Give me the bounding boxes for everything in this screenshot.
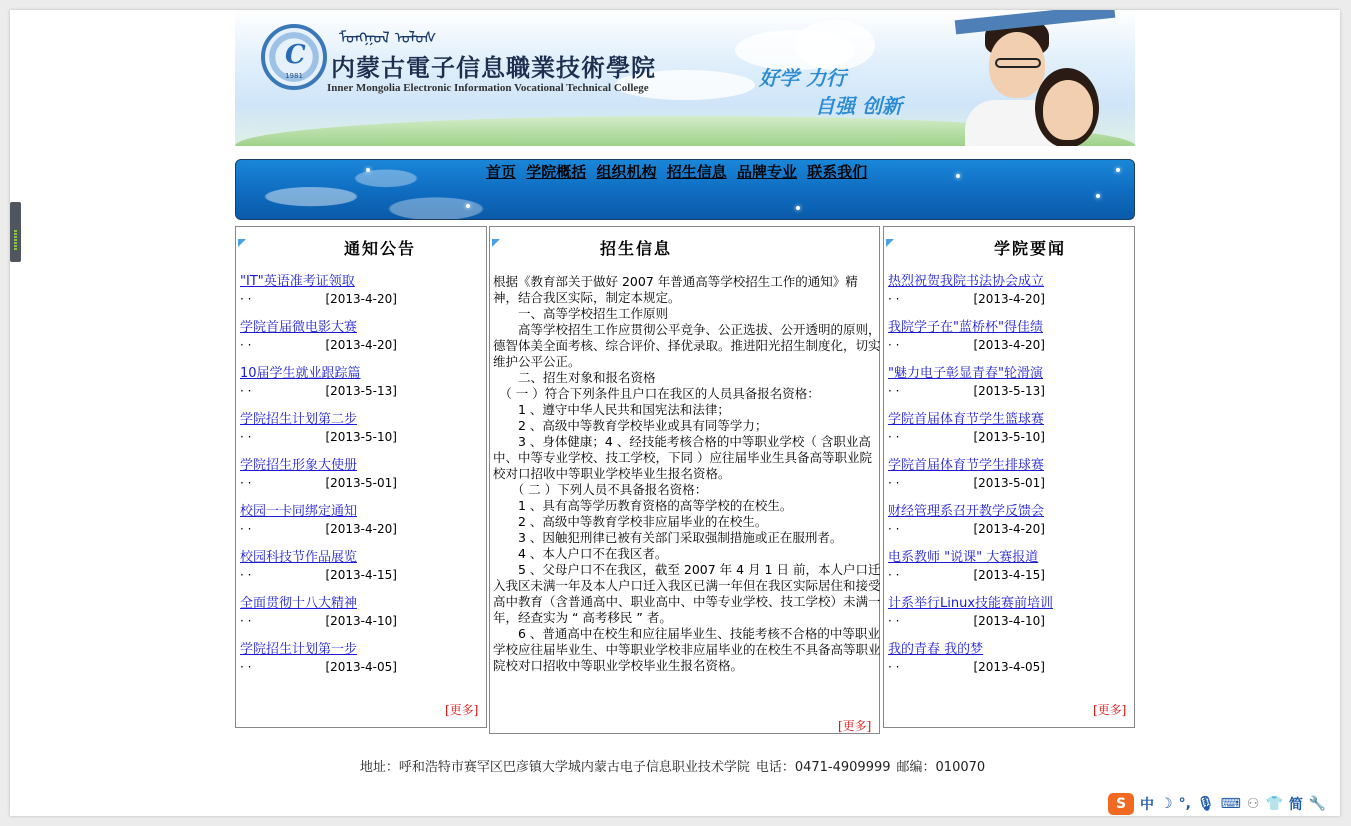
page-footer bbox=[0, 756, 1351, 775]
list-item bbox=[888, 411, 1045, 445]
list-item-link[interactable]: 热烈祝贺我院书法协会成立 bbox=[888, 274, 1045, 289]
list-item bbox=[240, 503, 397, 537]
list-item-link[interactable]: 10届学生就业跟踪篇 bbox=[240, 366, 361, 381]
list-item-link[interactable]: 学院首届微电影大赛 bbox=[240, 320, 358, 335]
list-item bbox=[888, 641, 1045, 675]
list-item-dots: · · bbox=[888, 568, 900, 582]
list-item bbox=[888, 549, 1045, 583]
list-item bbox=[240, 273, 397, 307]
list-item-meta bbox=[888, 613, 1053, 629]
microphone-icon[interactable]: 🎙 bbox=[1196, 796, 1215, 812]
list-item bbox=[240, 457, 397, 491]
footer-postcode: 邮编：010070 bbox=[896, 760, 986, 775]
list-item-dots: · · bbox=[888, 430, 900, 444]
list-item-meta bbox=[240, 383, 397, 399]
ime-mode-toggle[interactable]: 中 bbox=[1140, 797, 1154, 813]
list-item-link[interactable]: 电系教师 "说课" 大赛报道 bbox=[888, 550, 1039, 565]
list-item-meta bbox=[888, 337, 1045, 353]
list-item-meta bbox=[240, 613, 397, 629]
list-item-dots: · · bbox=[240, 384, 252, 398]
list-item bbox=[240, 595, 397, 629]
list-item-meta bbox=[240, 567, 397, 583]
list-item-meta bbox=[888, 567, 1045, 583]
list-item-dots: · · bbox=[240, 614, 252, 628]
list-item-date: [2013-5-10] bbox=[973, 430, 1045, 444]
list-item-link[interactable]: 计系举行Linux技能赛前培训 bbox=[888, 596, 1054, 611]
list-item-dots: · · bbox=[240, 292, 252, 306]
list-item-meta bbox=[240, 475, 397, 491]
list-item-date: [2013-4-20] bbox=[973, 338, 1045, 352]
list-item bbox=[888, 273, 1045, 307]
punctuation-icon[interactable]: °, bbox=[1178, 796, 1191, 812]
list-item-date: [2013-5-10] bbox=[325, 430, 397, 444]
nav-home[interactable]: 首页 bbox=[486, 163, 517, 181]
slogan-line-2: 自强 创新 bbox=[815, 94, 902, 118]
list-item-meta bbox=[240, 659, 397, 675]
skin-icon[interactable]: 👕 bbox=[1265, 796, 1283, 812]
nav-enrollment[interactable]: 招生信息 bbox=[666, 163, 727, 181]
list-item-link[interactable]: 校园一卡同绑定通知 bbox=[240, 504, 358, 519]
enrollment-paragraph: 一、高等学校招生工作原则 bbox=[493, 306, 669, 321]
list-item bbox=[240, 411, 397, 445]
enrollment-panel bbox=[489, 226, 880, 734]
college-logo[interactable]: C 1981 bbox=[261, 24, 327, 90]
list-item-dots: · · bbox=[240, 430, 252, 444]
list-item bbox=[240, 549, 397, 583]
enrollment-paragraph: 2 、高级中等教育学校非应届毕业的在校生。 bbox=[493, 514, 768, 529]
enrollment-paragraph: （ 二 ）下列人员不具备报名资格： bbox=[493, 482, 708, 497]
list-item-date: [2013-4-15] bbox=[973, 568, 1045, 582]
list-item-dots: · · bbox=[888, 338, 900, 352]
list-item-link[interactable]: "IT"英语准考证领取 bbox=[240, 274, 355, 289]
enrollment-paragraph: 6 、普通高中在校生和应往届毕业生、技能考核不合格的中等职业学校应往届毕业生、中等职业学校非应届毕业的在校生不具备高等职业院校对口招收中等职业学校毕业生报名资格。 bbox=[493, 626, 881, 673]
enrollment-paragraph: 1 、遵守中华人民共和国宪法和法律； bbox=[493, 402, 730, 417]
enrollment-more-link[interactable]: [更多] bbox=[838, 719, 872, 733]
news-title: 学院要闻 bbox=[994, 239, 1067, 258]
list-item-meta bbox=[240, 291, 397, 307]
list-item-meta bbox=[888, 475, 1045, 491]
list-item-dots: · · bbox=[240, 476, 252, 490]
list-item-link[interactable]: 学院首届体育节学生篮球赛 bbox=[888, 412, 1045, 427]
list-item-date: [2013-4-20] bbox=[325, 522, 397, 536]
slogan-line-1: 好学 力行 bbox=[759, 66, 846, 90]
list-item-dots: · · bbox=[888, 476, 900, 490]
list-item-meta bbox=[240, 521, 397, 537]
list-item-dots: · · bbox=[240, 660, 252, 674]
main-nav-bar bbox=[235, 159, 1135, 220]
list-item-date: [2013-4-15] bbox=[325, 568, 397, 582]
corner-marker-icon bbox=[492, 239, 500, 247]
enrollment-paragraph: 高等学校招生工作应贯彻公平竞争、公正选拔、公开透明的原则，德智体美全面考核、综合评价、择优录取。推进阳光招生制度化，切实维护公平公正。 bbox=[493, 322, 881, 369]
enrollment-paragraph: 4 、本人户口不在我区者。 bbox=[493, 546, 668, 561]
list-item bbox=[888, 319, 1045, 353]
enrollment-paragraph: 1 、具有高等学历教育资格的高等学校的在校生。 bbox=[493, 498, 793, 513]
list-item-link[interactable]: 学院招生计划第二步 bbox=[240, 412, 358, 427]
enrollment-paragraph: 3 、因触犯刑律已被有关部门采取强制措施或正在服刑者。 bbox=[493, 530, 843, 545]
enrollment-paragraph: 2 、高级中等教育学校毕业或具有同等学力； bbox=[493, 418, 768, 433]
corner-marker-icon bbox=[238, 239, 246, 247]
list-item-link[interactable]: 校园科技节作品展览 bbox=[240, 550, 358, 565]
list-item-date: [2013-4-20] bbox=[973, 292, 1045, 306]
nav-links bbox=[486, 161, 872, 182]
list-item-date: [2013-4-05] bbox=[973, 660, 1045, 674]
list-item-link[interactable]: 学院招生计划第一步 bbox=[240, 642, 358, 657]
list-item-meta bbox=[888, 291, 1045, 307]
list-item-date: [2013-5-01] bbox=[973, 476, 1045, 490]
list-item-dots: · · bbox=[888, 384, 900, 398]
list-item-meta bbox=[888, 429, 1045, 445]
college-name-en: Inner Mongolia Electronic Information Vocational Technical College bbox=[327, 82, 649, 94]
notices-title: 通知公告 bbox=[344, 239, 417, 258]
sogou-logo-icon[interactable]: S bbox=[1108, 793, 1134, 815]
news-more-link[interactable]: [更多] bbox=[1093, 703, 1127, 717]
list-item bbox=[888, 457, 1045, 491]
moon-icon[interactable]: ☽ bbox=[1160, 796, 1173, 812]
list-item-dots: · · bbox=[240, 338, 252, 352]
list-item-link[interactable]: 财经管理系召开教学反馈会 bbox=[888, 504, 1045, 519]
list-item-date: [2013-5-13] bbox=[325, 384, 397, 398]
list-item-date: [2013-5-13] bbox=[973, 384, 1045, 398]
nav-about[interactable]: 学院概括 bbox=[526, 163, 587, 181]
ime-toolbar bbox=[1108, 790, 1326, 818]
ime-simplified-toggle[interactable]: 简 bbox=[1288, 797, 1303, 813]
list-item-dots: · · bbox=[240, 522, 252, 536]
list-item bbox=[888, 595, 1053, 629]
list-item-dots: · · bbox=[888, 614, 900, 628]
list-item-date: [2013-4-20] bbox=[325, 338, 397, 352]
list-item-dots: · · bbox=[888, 660, 900, 674]
list-item bbox=[888, 365, 1045, 399]
list-item-meta bbox=[888, 521, 1045, 537]
footer-address: 地址：呼和浩特市赛罕区巴彦镇大学城内蒙古电子信息职业技术学院 bbox=[359, 760, 750, 775]
list-item-date: [2013-4-10] bbox=[325, 614, 397, 628]
enrollment-paragraph: 5 、父母户口不在我区，截至 2007 年 4 月 1 日 前，本人户口迁入我区未满一年及本人户口迁入我区已满一年但在我区实际居住和接受高中教育（含普通高中、职业高中、中等专业学校、技工学校）未满一年，经查实为 “ 高考移民 ” 者。 bbox=[493, 562, 881, 625]
enrollment-title: 招生信息 bbox=[600, 239, 673, 258]
list-item-link[interactable]: "魅力电子彰显青春"轮滑演 bbox=[888, 366, 1043, 381]
students-photo bbox=[925, 10, 1135, 146]
wrench-icon[interactable]: 🔧 bbox=[1308, 796, 1327, 812]
list-item-date: [2013-5-01] bbox=[325, 476, 397, 490]
college-name-cn: 内蒙古電子信息職業技術學院 bbox=[331, 53, 656, 82]
enrollment-text bbox=[493, 274, 881, 674]
user-icon[interactable]: ⚇ bbox=[1246, 796, 1260, 812]
list-item-dots: · · bbox=[888, 292, 900, 306]
nav-majors[interactable]: 品牌专业 bbox=[737, 163, 798, 181]
news-panel bbox=[883, 226, 1135, 728]
list-item bbox=[240, 641, 397, 675]
list-item-date: [2013-4-20] bbox=[973, 522, 1045, 536]
list-item bbox=[888, 503, 1045, 537]
list-item-date: [2013-4-05] bbox=[325, 660, 397, 674]
nav-organization[interactable]: 组织机构 bbox=[596, 163, 657, 181]
list-item-meta bbox=[240, 337, 397, 353]
list-item-date: [2013-4-10] bbox=[973, 614, 1045, 628]
list-item bbox=[240, 319, 397, 353]
notices-panel bbox=[235, 226, 487, 728]
notices-more-link[interactable]: [更多] bbox=[445, 703, 479, 717]
list-item-link[interactable]: 学院招生形象大使册 bbox=[240, 458, 358, 473]
list-item-dots: · · bbox=[888, 522, 900, 536]
list-item-link[interactable]: 我院学子在"蓝桥杯"得佳绩 bbox=[888, 320, 1043, 335]
list-item-date: [2013-4-20] bbox=[325, 292, 397, 306]
enrollment-paragraph: （ 一 ）符合下列条件且户口在我区的人员具备报名资格： bbox=[493, 386, 820, 401]
enrollment-paragraph: 根据《教育部关于做好 2007 年普通高等学校招生工作的通知》精神，结合我区实际，制定本规定。 bbox=[493, 274, 858, 305]
footer-phone: 电话：0471-4909999 bbox=[755, 760, 891, 775]
list-item-meta bbox=[888, 383, 1045, 399]
list-item-link[interactable]: 全面贯彻十八大精神 bbox=[240, 596, 358, 611]
enrollment-paragraph: 3 、身体健康；4 、经技能考核合格的中等职业学校（ 含职业高中、中等专业学校、技工学校，下同 ）应往届毕业生具备高等职业院校对口招收中等职业学校毕业生报名资格。 bbox=[493, 434, 872, 481]
list-item bbox=[240, 365, 397, 399]
keyboard-icon[interactable]: ⌨ bbox=[1220, 796, 1241, 812]
header-banner bbox=[235, 10, 1135, 146]
list-item-link[interactable]: 我的青春 我的梦 bbox=[888, 642, 984, 657]
corner-marker-icon bbox=[886, 239, 894, 247]
list-item-meta bbox=[888, 659, 1045, 675]
side-toolbar-handle[interactable] bbox=[10, 202, 21, 262]
list-item-meta bbox=[240, 429, 397, 445]
nav-contact[interactable]: 联系我们 bbox=[807, 163, 868, 181]
list-item-link[interactable]: 学院首届体育节学生排球赛 bbox=[888, 458, 1045, 473]
enrollment-paragraph: 二、招生对象和报名资格 bbox=[493, 370, 656, 385]
mongolian-script-title: ᠮᠣᠩᠭᠣᠯ ᠤᠯᠤᠰ bbox=[339, 28, 437, 47]
list-item-dots: · · bbox=[240, 568, 252, 582]
